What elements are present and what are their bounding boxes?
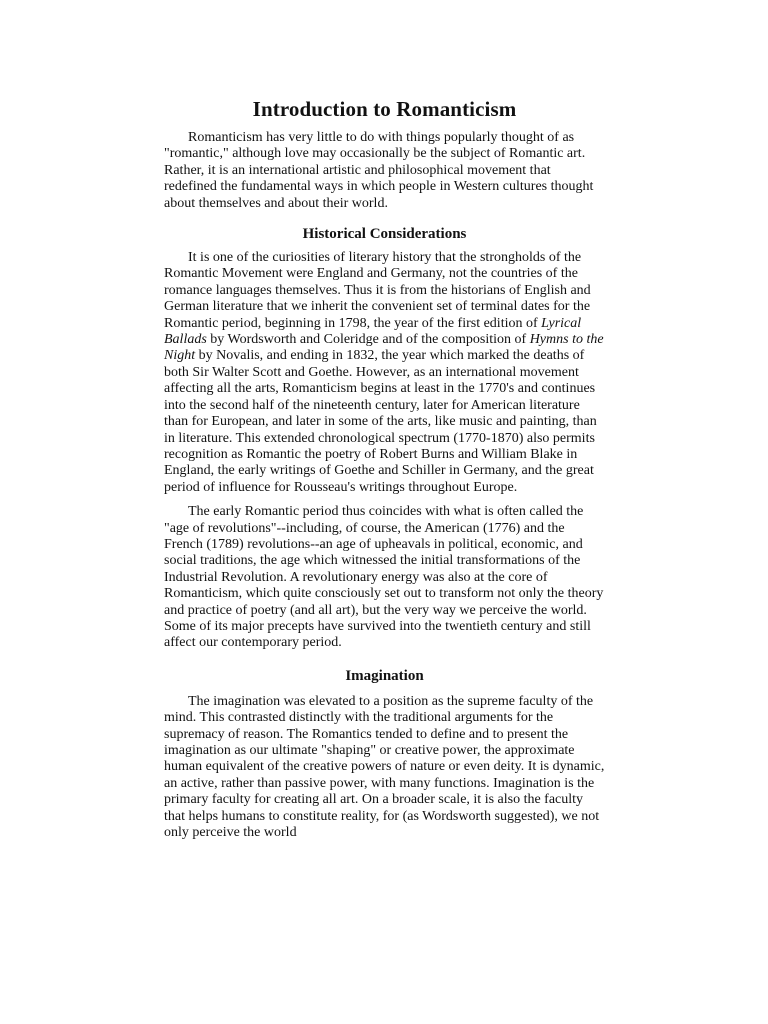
- imagination-paragraph-1: The imagination was elevated to a position as the supreme faculty of the mind. This contrasted distinctly with the traditional arguments for the supremacy of reason. The Romantics tended to define and to present the imagination as our ultimate "shaping" or creative power, the approximate human equivalent of the creative powers of nature or even deity. It is dynamic, an active, rather than passive power, with many functions. Imagination is the primary faculty for creating all art. On a broader scale, it is also the faculty that helps humans to constitute reality, for (as Wordsworth suggested), we not only perceive the world: [164, 693, 605, 841]
- intro-paragraph: Romanticism has very little to do with things popularly thought of as "romantic," although love may occasionally be the subject of Romantic art. Rather, it is an international artistic and philosophical movement that redefined the fundamental ways in which people in Western cultures thought about themselves and about their world.: [164, 130, 594, 211]
- historical-paragraph-2: The early Romantic period thus coincides with what is often called the "age of revolutions"--including, of course, the American (1776) and the French (1789) revolutions--an age of upheavals in political, economic, and social traditions, the age which witnessed the initial transformations of the Industrial Revolution. A revolutionary energy was also at the core of Romanticism, which quite consciously set out to transform not only the theory and practice of poetry (and all art), but the very way we perceive the world. Some of its major precepts have survived into the twentieth century and still affect our contemporary period.: [164, 504, 604, 651]
- section-heading-historical: Historical Considerations: [302, 226, 467, 243]
- hymns-to-the-night-title: Hymns to the Night: [164, 332, 604, 364]
- document-title: Introduction to Romanticism: [252, 97, 517, 121]
- section-heading-imagination: Imagination: [345, 667, 424, 684]
- historical-paragraph-1: [164, 250, 605, 496]
- lyrical-ballads-title: Lyrical Ballads: [164, 315, 582, 348]
- text-column: [164, 96, 605, 841]
- historical-p1-text-a: It is one of the curiosities of literary history that the strongholds of the Romantic Movement were England and Germany, not the countries of the romance languages themselves. Thus it is from the historians of English and German literature that we inherit the convenient set of terminal dates for the Romantic period, beginning in 1798, the year of the first edition of: [164, 250, 591, 331]
- historical-p1-text-b: by Wordsworth and Coleridge and of the composition of: [206, 332, 530, 348]
- historical-p1-text-c: by Novalis, and ending in 1832, the year which marked the deaths of both Sir Walter Scott and Goethe. However, as an international movement affecting all the arts, Romanticism begins at least in the 1770's and continues into the second half of the nineteenth century, later for American literature than for European, and later in some of the arts, like music and painting, than in literature. This extended chronological spectrum (1770-1870) also permits recognition as Romantic the poetry of Robert Burns and William Blake in England, the early writings of Goethe and Schiller in Germany, and the great period of influence for Rousseau's writings throughout Europe.: [164, 348, 597, 495]
